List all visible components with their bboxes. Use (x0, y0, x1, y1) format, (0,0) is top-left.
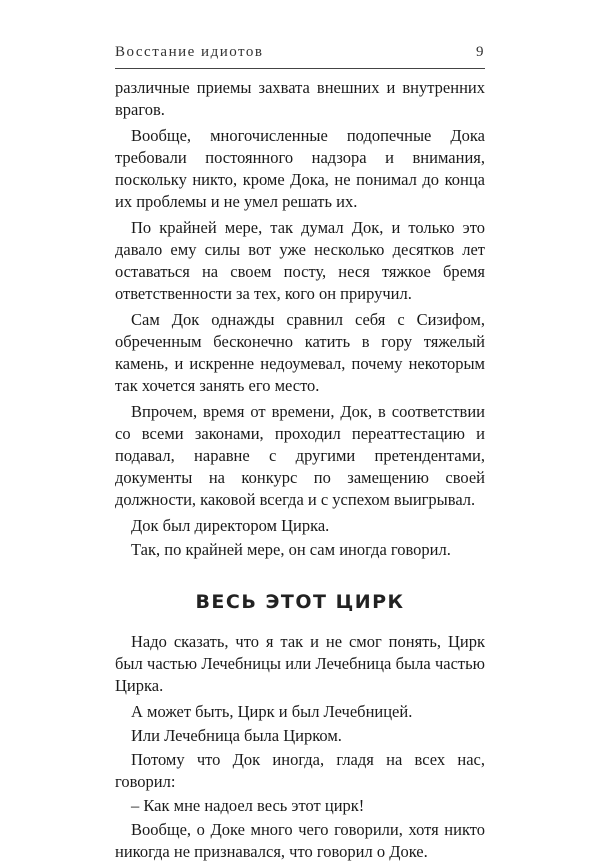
page-number: 9 (476, 44, 485, 60)
header-rule (115, 68, 485, 69)
running-header (115, 44, 485, 61)
section-heading: ВЕСЬ ЭТОТ ЦИРК (195, 591, 405, 613)
body-text (115, 77, 485, 867)
dialogue-line: – Как мне надоел весь этот цирк! (131, 796, 365, 815)
paragraph: Сам Док однажды сравнил себя с Сизифом, обреченным бесконечно катить в гору тяжелый камень, и искренне недоумевал, почему некоторым так хочется занять его место. (115, 310, 485, 395)
paragraph: Потому что Док иногда, гладя на всех нас, говорил: (115, 750, 485, 791)
paragraph: Вообще, о Доке много чего говорили, хотя никто никогда не признавался, что говорил о Доке. (115, 820, 485, 861)
paragraph: Вообще, многочисленные подопечные Дока требовали постоянного надзора и внимания, поскольку никто, кроме Дока, не понимал до конца их проблемы и не умел решать их. (115, 126, 485, 211)
paragraph: А может быть, Цирк и был Лечебницей. (131, 702, 413, 721)
paragraph: Впрочем, время от времени, Док, в соответствии со всеми законами, проходил переаттестацию и подавал, наравне с другими претендентами, документы на конкурс по замещению своей должности, каковой всегда и с успехом выигрывал. (115, 402, 485, 509)
paragraph: По крайней мере, так думал Док, и только это давало ему силы вот уже несколько десятков лет оставаться на своем посту, неся тяжкое бремя ответственности за тех, кого он приручил. (115, 218, 485, 303)
paragraph: Док был директором Цирка. (131, 516, 330, 535)
book-title: Восстание идиотов (115, 44, 264, 60)
paragraph: Так, по крайней мере, он сам иногда говорил. (131, 540, 451, 559)
paragraph: Надо сказать, что я так и не смог понять, Цирк был частью Лечебницы или Лечебница была частью Цирка. (115, 632, 485, 695)
paragraph: Или Лечебница была Цирком. (131, 726, 342, 745)
paragraph: различные приемы захвата внешних и внутренних врагов. (115, 78, 485, 119)
